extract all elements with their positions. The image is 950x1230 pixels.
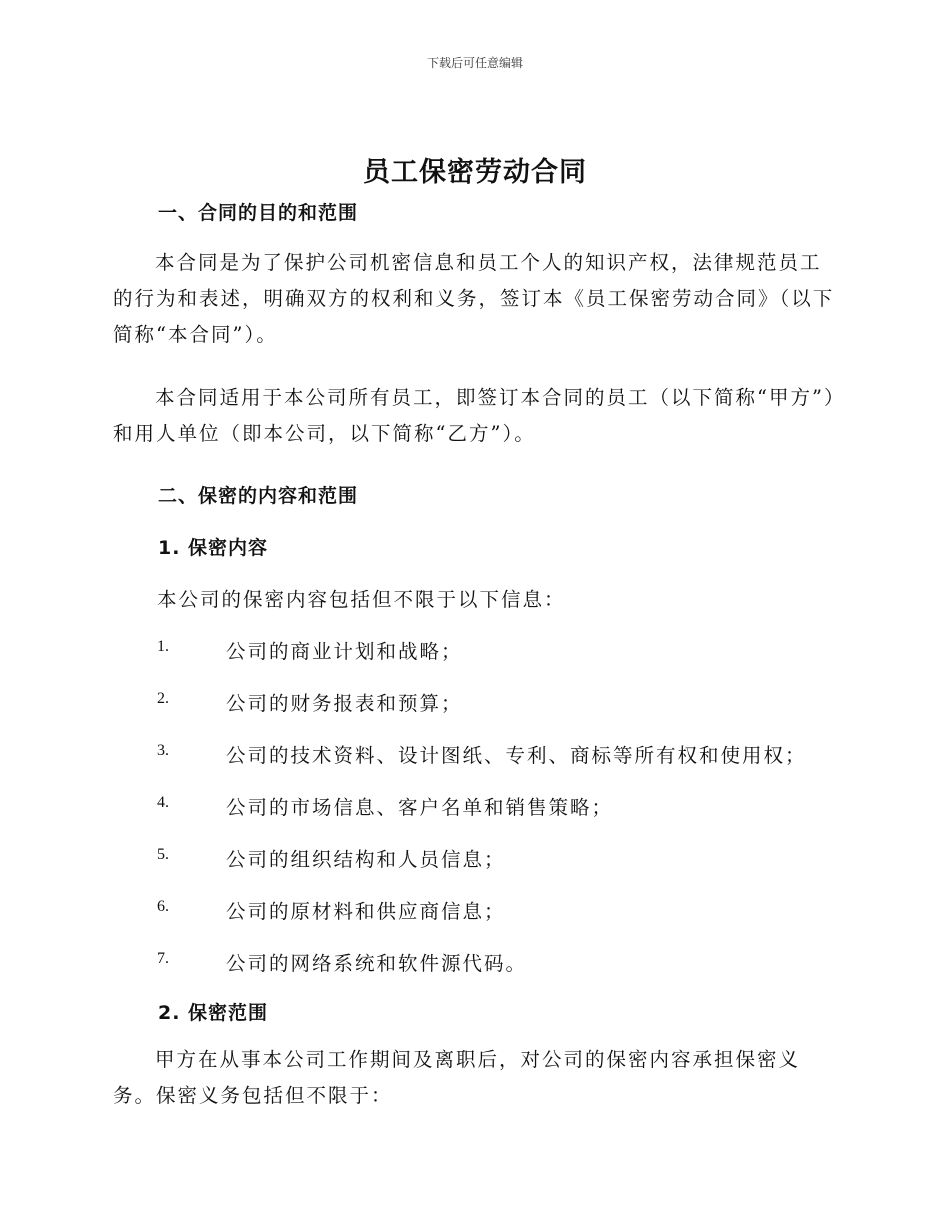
- list-item-number: 6.: [157, 898, 169, 915]
- list-item-text: 公司的网络系统和软件源代码。: [226, 952, 528, 975]
- subsection-1-heading: 1. 保密内容: [158, 537, 269, 559]
- list-item-text: 公司的财务报表和预算；: [226, 692, 463, 715]
- document-title: 员工保密劳动合同: [363, 157, 587, 188]
- list-item-text: 公司的市场信息、客户名单和销售策略；: [226, 796, 614, 819]
- list-item-text: 公司的技术资料、设计图纸、专利、商标等所有权和使用权；: [226, 744, 807, 767]
- section-2-heading: 二、保密的内容和范围: [158, 485, 359, 507]
- subsection-2-paragraph: 甲方在从事本公司工作期间及离职后，对公司的保密内容承担保密义务。保密义务包括但不限于：: [113, 1048, 801, 1107]
- subsection-1-intro: 本公司的保密内容包括但不限于以下信息：: [157, 588, 566, 611]
- list-item-text: 公司的原材料和供应商信息；: [226, 900, 506, 923]
- list-item-number: 5.: [157, 846, 169, 863]
- subsection-2-heading: 2. 保密范围: [158, 1002, 269, 1024]
- header-note: 下载后可任意编辑: [426, 56, 523, 70]
- section-1-paragraph-1: 本合同是为了保护公司机密信息和员工个人的知识产权，法律规范员工的行为和表述，明确双方的权利和义务，签订本《员工保密劳动合同》（以下简称“本合同”）。: [113, 251, 835, 346]
- list-item-text: 公司的组织结构和人员信息；: [226, 848, 506, 871]
- list-item-number: 1.: [157, 638, 169, 655]
- list-item-number: 2.: [157, 690, 169, 707]
- section-1-heading: 一、合同的目的和范围: [158, 202, 359, 224]
- list-item-number: 4.: [157, 794, 169, 811]
- section-1-paragraph-2: 本合同适用于本公司所有员工，即签订本合同的员工（以下简称“甲方”）和用人单位（即本公司，以下简称“乙方”）。: [113, 386, 836, 445]
- list-item-text: 公司的商业计划和战略；: [226, 640, 463, 663]
- list-item-number: 7.: [157, 950, 169, 967]
- list-item-number: 3.: [157, 742, 169, 759]
